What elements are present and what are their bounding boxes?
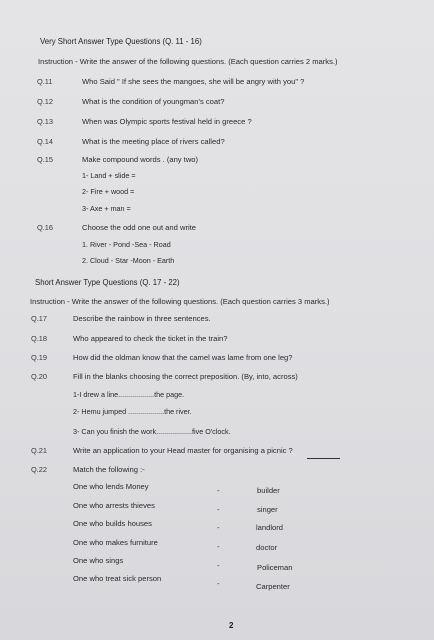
question-number: Q.14 (37, 137, 54, 146)
sub-item: 3- Can you finish the work..................five O'clock. (73, 427, 231, 436)
match-left-item: One who lends Money (73, 482, 149, 491)
question-text: Write an application to your Head master for organising a picnic ? (73, 446, 293, 455)
match-left-item: One who sings (73, 556, 124, 565)
match-right-item: landlord (256, 523, 284, 532)
question-text: Who appeared to check the ticket in the train? (73, 334, 228, 343)
match-right-item: Policeman (257, 563, 293, 572)
question-number: Q.18 (31, 334, 48, 343)
section-a-instruction: Instruction - Write the answer of the following questions. (Each question carries 2 marks.) (38, 57, 338, 66)
question-number: Q.20 (31, 372, 48, 381)
question-text: How did the oldman know that the camel was lame from one leg? (73, 353, 293, 362)
question-text: Match the following :- (73, 465, 145, 474)
sub-item: 1- Land + slide = (82, 171, 136, 180)
match-dash: - (217, 523, 220, 532)
underline-mark (307, 458, 340, 459)
match-left-item: One who builds houses (73, 519, 152, 528)
sub-item: 2- Fire + wood = (82, 187, 135, 196)
question-number: Q.21 (31, 446, 48, 455)
section-b-heading: Short Answer Type Questions (Q. 17 - 22) (35, 278, 180, 287)
question-number: Q.17 (31, 314, 48, 323)
question-number: Q.11 (37, 77, 53, 86)
match-dash: - (217, 486, 220, 495)
match-dash: - (217, 579, 220, 588)
question-text: Fill in the blanks choosing the correct preposition. (By, into, across) (73, 372, 298, 381)
match-left-item: One who arrests thieves (73, 501, 155, 510)
question-number: Q.13 (37, 117, 54, 126)
question-number: Q.16 (37, 223, 54, 232)
page-number: 2 (229, 621, 234, 630)
match-left-item: One who treat sick person (73, 574, 162, 583)
section-b-instruction: Instruction - Write the answer of the following questions. (Each question carries 3 marks.) (30, 297, 330, 306)
match-right-item: singer (257, 505, 278, 514)
question-text: What is the meeting place of rivers called? (82, 137, 225, 146)
question-text: Make compound words . (any two) (82, 155, 199, 164)
match-right-item: builder (257, 486, 280, 495)
match-right-item: doctor (256, 543, 278, 552)
match-dash: - (217, 505, 220, 514)
sub-item: 2. Cloud - Star -Moon - Earth (82, 256, 175, 265)
sub-item: 2- Hemu jumped ..................the river. (73, 407, 192, 416)
question-text: Describe the rainbow in three sentences. (73, 314, 211, 323)
match-dash: - (217, 561, 220, 570)
question-text: Who Said " If she sees the mangoes, she will be angry with you" ? (82, 77, 305, 86)
question-text: Choose the odd one out and write (82, 223, 196, 232)
match-right-item: Carpenter (256, 582, 290, 591)
section-a-heading: Very Short Answer Type Questions (Q. 11 - 16) (40, 37, 202, 46)
sub-item: 1. River - Pond -Sea - Road (82, 240, 171, 249)
match-left-item: One who makes furniture (73, 538, 158, 547)
question-number: Q.19 (31, 353, 48, 362)
sub-item: 3- Axe + man = (82, 204, 131, 213)
question-number: Q.12 (37, 97, 54, 106)
question-text: When was Olympic sports festival held in greece ? (82, 117, 252, 126)
sub-item: 1-I drew a line..................the page. (73, 390, 185, 399)
match-dash: - (217, 542, 220, 551)
question-number: Q.15 (37, 155, 54, 164)
question-text: What is the condition of youngman's coat? (82, 97, 225, 106)
question-number: Q.22 (31, 465, 48, 474)
